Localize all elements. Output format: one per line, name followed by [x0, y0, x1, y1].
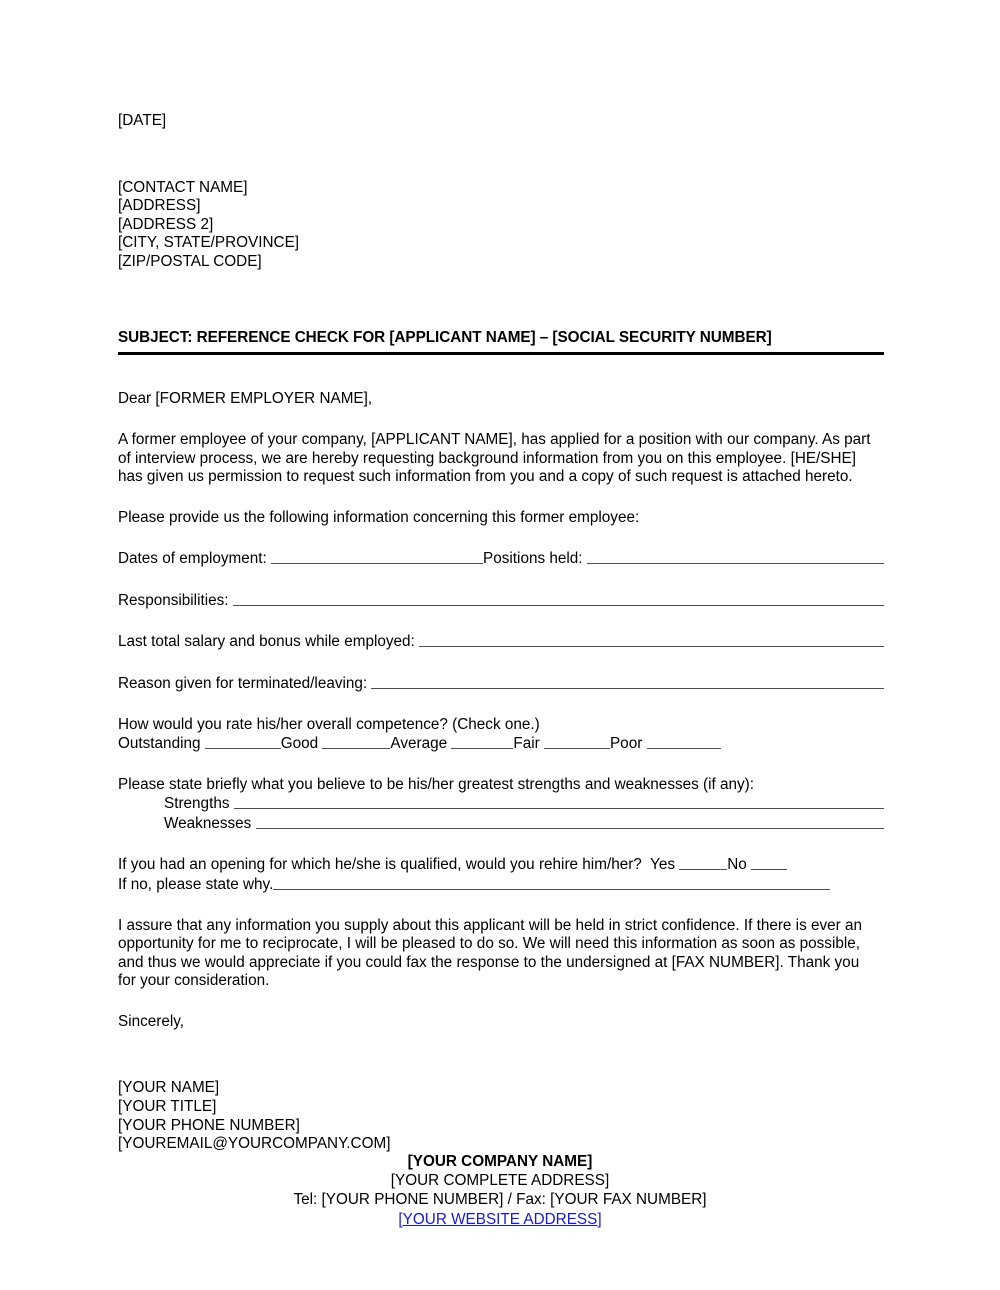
closing: Sincerely, [118, 1012, 185, 1030]
spacer [118, 131, 884, 179]
field-row-dates-positions [118, 549, 884, 569]
footer-company-name: [YOUR COMPANY NAME] [407, 1153, 593, 1170]
rating-option-poor-label: Poor [609, 735, 647, 753]
rehire-no-label: No [727, 856, 752, 874]
weaknesses-label: Weaknesses [164, 814, 256, 832]
rating-option-fair-label: Fair [513, 735, 544, 753]
rating-option-outstanding-label: Outstanding [118, 735, 205, 753]
recipient-address-2: [ADDRESS 2] [118, 215, 214, 233]
strengths-input[interactable] [234, 795, 884, 809]
rating-option-fair-checkbox[interactable] [544, 735, 610, 749]
recipient-city-state: [CITY, STATE/PROVINCE] [118, 234, 300, 252]
last-salary-label: Last total salary and bonus while employed: [118, 633, 420, 651]
recipient-postal-code: [ZIP/POSTAL CODE] [118, 252, 262, 270]
intro-paragraph: A former employee of your company, [APPLICANT NAME], has applied for a position with our company. As part of interview process, we are hereby requesting background information from you on this employee. [HE/SHE] has given us permission to request such information from you and a copy of such request is attached hereto. [118, 430, 871, 486]
recipient-address-1: [ADDRESS] [118, 197, 201, 215]
signature-name: [YOUR NAME] [118, 1079, 220, 1097]
spacer [118, 569, 884, 591]
spacer [118, 271, 884, 329]
field-row-salary [118, 632, 884, 652]
spacer [118, 610, 884, 632]
reason-leaving-label: Reason given for terminated/leaving: [118, 675, 372, 693]
positions-held-input[interactable] [587, 550, 884, 564]
rating-option-good-checkbox[interactable] [322, 735, 390, 749]
rating-option-outstanding-checkbox[interactable] [205, 735, 281, 749]
recipient-contact-name: [CONTACT NAME] [118, 178, 248, 196]
why-not-label: If no, please state why. [118, 876, 274, 893]
positions-held-label: Positions held: [483, 550, 587, 568]
spacer [118, 527, 884, 549]
request-line: Please provide us the following information concerning this former employee: [118, 508, 640, 526]
rating-option-average-checkbox[interactable] [451, 735, 513, 749]
rehire-question-label: If you had an opening for which he/she is qualified, would you rehire him/her? Yes [118, 856, 680, 874]
rehire-yes-checkbox[interactable] [679, 856, 727, 870]
signature-phone: [YOUR PHONE NUMBER] [118, 1116, 300, 1134]
competence-question: How would you rate his/her overall competence? (Check one.) [118, 715, 540, 733]
spacer [118, 895, 884, 917]
strengths-label: Strengths [164, 795, 234, 813]
spacer [118, 355, 884, 390]
rehire-no-checkbox[interactable] [751, 856, 787, 870]
why-not-input[interactable] [273, 876, 830, 890]
footer-website-link[interactable]: [YOUR WEBSITE ADDRESS] [398, 1210, 602, 1228]
date-placeholder: [DATE] [118, 112, 167, 129]
field-row-rehire [118, 855, 884, 875]
dates-of-employment-input[interactable] [271, 550, 483, 564]
signature-email: [YOUREMAIL@YOURCOMPANY.COM] [118, 1135, 391, 1153]
spacer [118, 409, 884, 431]
rating-option-average-label: Average [390, 735, 452, 753]
field-row-why-not [118, 875, 830, 895]
document-body [118, 112, 884, 1154]
spacer [118, 754, 884, 776]
dates-of-employment-label: Dates of employment: [118, 550, 272, 568]
reason-leaving-input[interactable] [371, 675, 884, 689]
strengths-weaknesses-prompt: Please state briefly what you believe to be his/her greatest strengths and weaknesses (if any): [118, 775, 755, 793]
footer-website-line [0, 1210, 1000, 1229]
page-footer [0, 1152, 1000, 1229]
responsibilities-label: Responsibilities: [118, 591, 233, 609]
footer-contact: Tel: [YOUR PHONE NUMBER] / Fax: [YOUR FAX NUMBER] [293, 1191, 707, 1209]
field-row-reason-leaving [118, 674, 884, 694]
rating-option-good-label: Good [280, 735, 323, 753]
field-row-weaknesses [118, 814, 884, 834]
spacer [118, 991, 884, 1013]
last-salary-input[interactable] [419, 633, 884, 647]
spacer [118, 1031, 884, 1079]
field-row-strengths [118, 794, 884, 814]
responsibilities-input[interactable] [233, 592, 884, 606]
subject-line: SUBJECT: REFERENCE CHECK FOR [APPLICANT NAME] – [SOCIAL SECURITY NUMBER] [118, 329, 772, 347]
weaknesses-input[interactable] [256, 815, 884, 829]
spacer [118, 694, 884, 716]
footer-address: [YOUR COMPLETE ADDRESS] [390, 1172, 610, 1190]
competence-rating-row [118, 734, 884, 754]
spacer [118, 833, 884, 855]
rating-option-poor-checkbox[interactable] [647, 735, 721, 749]
signature-block [118, 1079, 884, 1153]
spacer [118, 487, 884, 509]
field-row-responsibilities [118, 591, 884, 611]
salutation: Dear [FORMER EMPLOYER NAME], [118, 390, 373, 408]
assurance-paragraph: I assure that any information you supply about this applicant will be held in strict confidence. If there is ever an opportunity for me to reciprocate, I will be pleased to do so. We will need this information as soon as possible, and thus we would appreciate if you could fax the response to the undersigned at [FAX NUMBER]. Thank you for your consideration. [118, 916, 863, 990]
spacer [118, 652, 884, 674]
recipient-address-block [118, 179, 884, 272]
signature-title: [YOUR TITLE] [118, 1098, 217, 1116]
